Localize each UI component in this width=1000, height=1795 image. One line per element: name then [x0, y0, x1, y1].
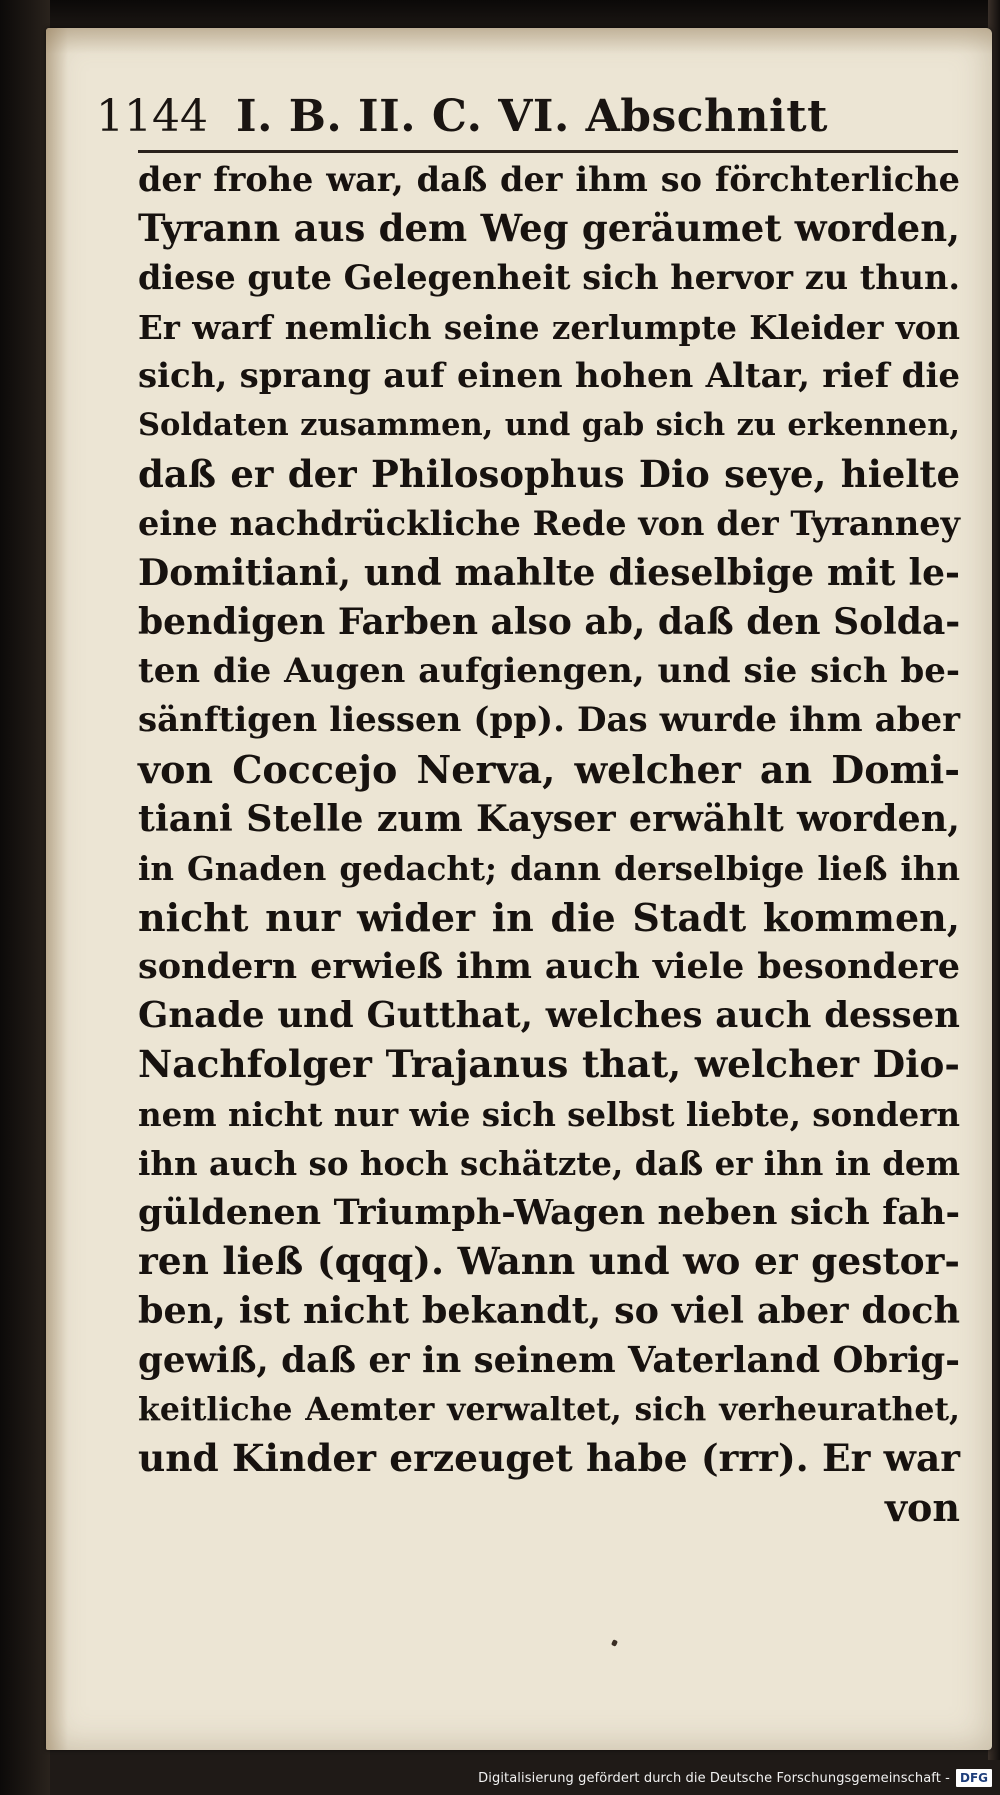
funding-credit: Digitalisierung gefördert durch die Deutsche Forschungsgemeinschaft -: [478, 1770, 950, 1786]
digitization-footer: [478, 1767, 992, 1789]
text-line: bendigen Farben also ab, daß den Solda-: [138, 600, 961, 643]
text-line: Gnade und Gutthat, welches auch dessen: [138, 995, 960, 1037]
header-rule: [138, 150, 958, 153]
text-line: nicht nur wider in die Stadt kommen,: [138, 894, 960, 940]
text-line: eine nachdrückliche Rede von der Tyranney: [138, 504, 960, 544]
body-text: [138, 155, 960, 1532]
text-line: nem nicht nur wie sich selbst liebte, sondern: [138, 1094, 960, 1134]
text-line: daß er der Philosophus Dio seye, hielte: [138, 452, 960, 497]
text-line: Tyrann aus dem Weg geräumet worden,: [138, 206, 960, 251]
text-line: in Gnaden gedacht; dann derselbige ließ ihn: [138, 848, 960, 888]
text-line: Nachfolger Trajanus that, welcher Dio-: [138, 1042, 960, 1087]
text-line: Soldaten zusammen, und gab sich zu erkennen,: [138, 406, 960, 443]
scan-background-left: [0, 0, 50, 1795]
text-line: ihn auch so hoch schätzte, daß er ihn in dem: [138, 1143, 960, 1183]
catchword: von: [884, 1485, 960, 1531]
text-line: güldenen Triumph-Wagen neben sich fah-: [138, 1191, 960, 1233]
text-line: sich, sprang auf einen hohen Altar, rief die: [138, 355, 960, 396]
page-header: [96, 86, 956, 148]
text-line: ben, ist nicht bekandt, so viel aber doch: [138, 1289, 960, 1333]
text-line: Domitiani, und mahlte dieselbige mit le-: [138, 551, 960, 594]
text-line: ren ließ (qqq). Wann und wo er gestor-: [138, 1239, 960, 1284]
page-number: 1144: [96, 91, 208, 142]
text-line: von Coccejo Nerva, welcher an Domi-: [138, 747, 960, 793]
text-line: und Kinder erzeuget habe (rrr). Er war: [138, 1435, 960, 1480]
text-line: sänftigen liessen (pp). Das wurde ihm aber: [138, 700, 960, 741]
page-gutter-shadow: [46, 28, 68, 1750]
text-line: tiani Stelle zum Kayser erwählt worden,: [138, 797, 960, 841]
text-line: gewiß, daß er in seinem Vaterland Obrig-: [138, 1339, 960, 1381]
text-line: keitliche Aemter verwaltet, sich verheurathet,: [138, 1390, 960, 1428]
text-line: Er warf nemlich seine zerlumpte Kleider von: [138, 307, 960, 347]
dfg-logo: DFG: [956, 1769, 992, 1787]
text-line: ten die Augen aufgiengen, und sie sich be-: [138, 650, 960, 691]
running-head: I. B. II. C. VI. Abschnitt: [236, 91, 828, 142]
text-line: der frohe war, daß der ihm so förchterliche: [138, 160, 960, 199]
text-line: sondern erwieß ihm auch viele besondere: [138, 946, 960, 987]
page-top-shadow: [46, 28, 992, 54]
text-line: diese gute Gelegenheit sich hervor zu thun.: [138, 258, 960, 298]
